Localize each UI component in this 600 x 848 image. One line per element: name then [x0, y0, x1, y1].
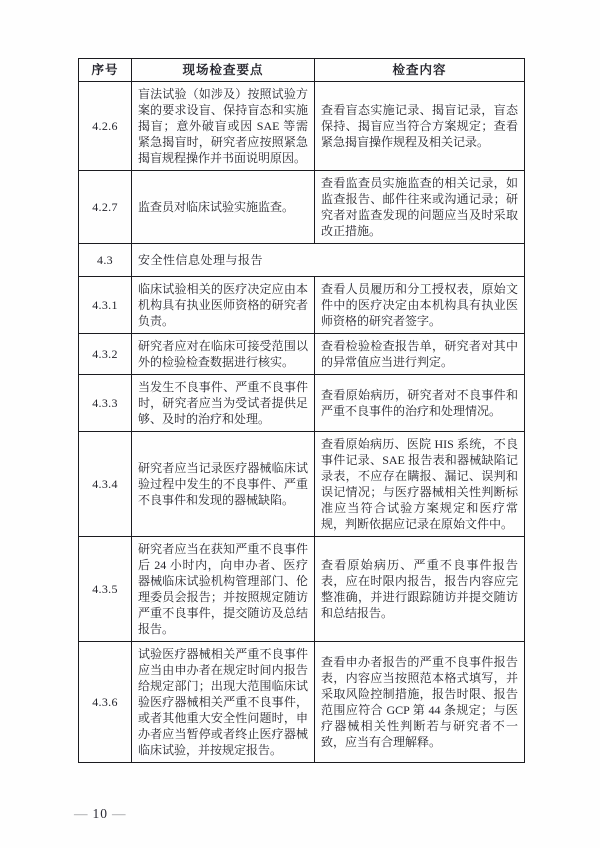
row-serial: 4.3.3	[79, 375, 132, 432]
row-serial: 4.2.6	[79, 82, 132, 171]
row-content: 查看人员履历和分工授权表，原始文件中的医疗决定由本机构具有执业医师资格的研究者签字。	[315, 277, 525, 334]
row-serial: 4.2.7	[79, 171, 132, 244]
section-title: 安全性信息处理与报告	[132, 244, 525, 277]
table-row	[79, 642, 525, 763]
row-serial: 4.3.1	[79, 277, 132, 334]
page-number-dash-left: —	[74, 806, 89, 821]
row-content: 查看检验检查报告单，研究者对其中的异常值应当进行判定。	[315, 334, 525, 375]
table-row	[79, 432, 525, 537]
row-content: 查看监查员实施监查的相关记录，如监查报告、邮件往来或沟通记录；研究者对监查发现的问题应当及时采取改正措施。	[315, 171, 525, 244]
row-point: 监查员对临床试验实施监查。	[132, 171, 315, 244]
row-point: 试验医疗器械相关严重不良事件应当由申办者在规定时间内报告给规定部门；出现大范围临床试验医疗器械相关严重不良事件，或者其他重大安全性问题时，申办者应当暂停或者终止医疗器械临床试验，并按规定报告。	[132, 642, 315, 763]
row-point: 临床试验相关的医疗决定应由本机构具有执业医师资格的研究者负责。	[132, 277, 315, 334]
row-content: 查看原始病历，研究者对不良事件和严重不良事件的治疗和处理情况。	[315, 375, 525, 432]
row-content: 查看原始病历、严重不良事件报告表，应在时限内报告，报告内容应完整准确，并进行跟踪随访并提交随访和总结报告。	[315, 537, 525, 642]
page-number-dash-right: —	[112, 806, 127, 821]
row-content: 查看原始病历、医院 HIS 系统，不良事件记录、SAE 报告表和器械缺陷记录表，不应存在瞒报、漏记、误判和误记情况；与医疗器械相关性判断标准应当符合试验方案规定和医疗常规，判断依据应记录在原始文件中。	[315, 432, 525, 537]
inspection-table	[78, 58, 525, 763]
table-header-row	[79, 59, 525, 82]
row-serial: 4.3	[79, 244, 132, 277]
table-row	[79, 82, 525, 171]
row-content: 查看申办者报告的严重不良事件报告表，内容应当按照范本格式填写，并采取风险控制措施，报告时限、报告范围应符合 GCP 第 44 条规定；与医疗器械相关性判断若与研究者不一致，应当有合理解释。	[315, 642, 525, 763]
row-point: 研究者应当记录医疗器械临床试验过程中发生的不良事件、严重不良事件和发现的器械缺陷。	[132, 432, 315, 537]
page-number-value: 10	[92, 806, 108, 821]
col-header-inspection-content: 检查内容	[315, 59, 525, 82]
row-content: 查看盲态实施记录、揭盲记录，盲态保持、揭盲应当符合方案规定；查看紧急揭盲操作规程及相关记录。	[315, 82, 525, 171]
table-row	[79, 277, 525, 334]
row-point: 当发生不良事件、严重不良事件时，研究者应当为受试者提供足够、及时的治疗和处理。	[132, 375, 315, 432]
row-serial: 4.3.4	[79, 432, 132, 537]
col-header-inspection-points: 现场检查要点	[132, 59, 315, 82]
table-row	[79, 171, 525, 244]
table-row	[79, 375, 525, 432]
row-serial: 4.3.6	[79, 642, 132, 763]
table-row	[79, 537, 525, 642]
row-point: 研究者应当在获知严重不良事件后 24 小时内，向申办者、医疗器械临床试验机构管理部门、伦理委员会报告；并按照规定随访严重不良事件，提交随访及总结报告。	[132, 537, 315, 642]
row-serial: 4.3.2	[79, 334, 132, 375]
row-point: 研究者应对在临床可接受范围以外的检验检查数据进行核实。	[132, 334, 315, 375]
table-row	[79, 334, 525, 375]
row-point: 盲法试验（如涉及）按照试验方案的要求设盲、保持盲态和实施揭盲；意外破盲或因 SAE 等需紧急揭盲时，研究者应按照紧急揭盲规程操作并书面说明原因。	[132, 82, 315, 171]
page-number	[70, 806, 131, 822]
table-section-row	[79, 244, 525, 277]
row-serial: 4.3.5	[79, 537, 132, 642]
col-header-serial: 序号	[79, 59, 132, 82]
